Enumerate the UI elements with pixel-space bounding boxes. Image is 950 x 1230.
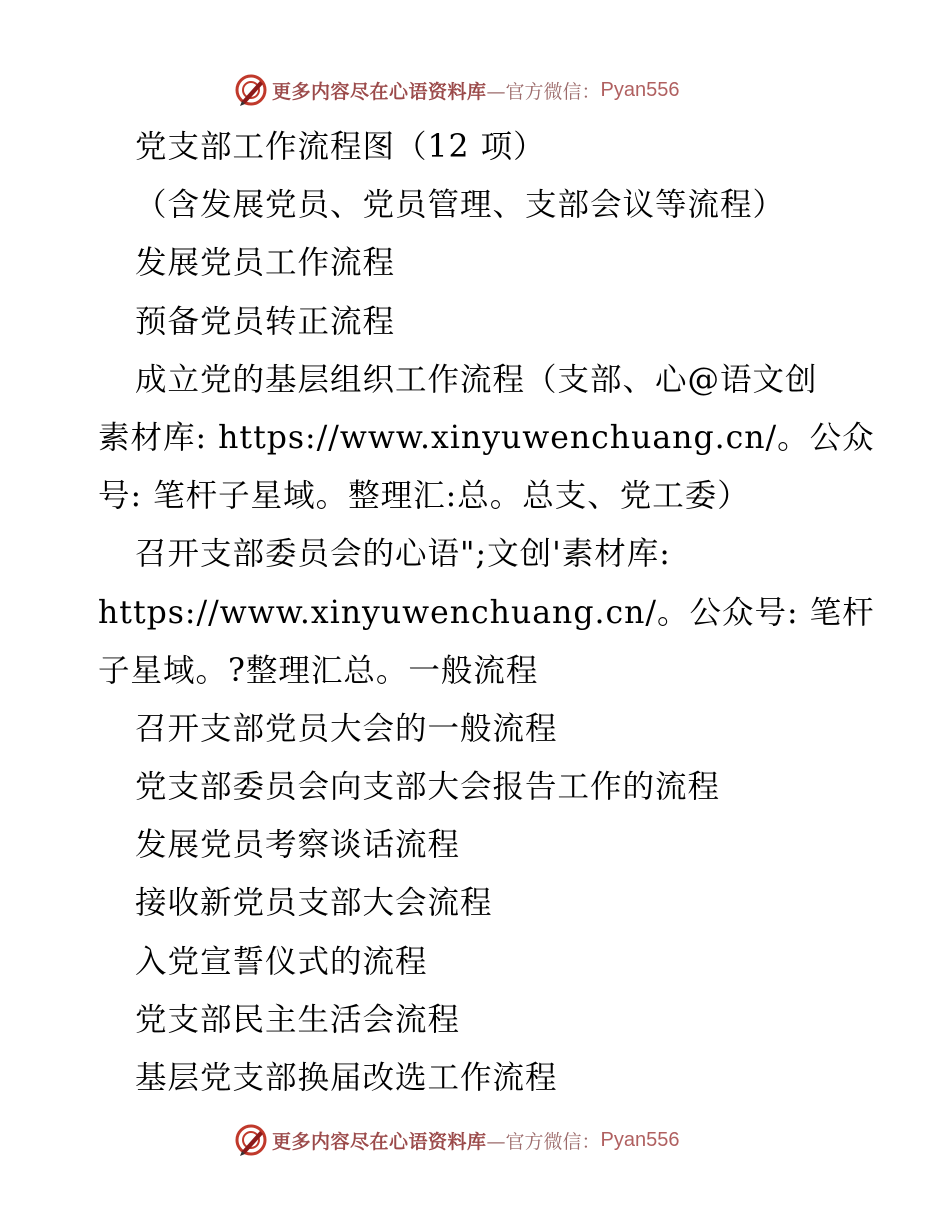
list-item: 发展党员考察谈话流程 (135, 827, 461, 864)
list-item-continuation: https://www.xinyuwenchuang.cn/。公众号: 笔杆 (98, 594, 875, 631)
list-item: 党支部委员会向支部大会报告工作的流程 (135, 769, 721, 806)
list-item: 预备党员转正流程 (135, 303, 396, 340)
watermark-id: Pyan556 (600, 78, 680, 101)
list-item: 入党宣誓仪式的流程 (135, 943, 428, 980)
watermark-sub: —官方微信： (486, 80, 601, 103)
doc-subtitle: （含发展党员、党员管理、支部会议等流程） (135, 187, 786, 224)
list-item: 召开支部党员大会的一般流程 (135, 710, 558, 747)
list-item-continuation: 子星域。?整理汇总。一般流程 (98, 652, 539, 689)
watermark-id: Pyan556 (600, 1128, 680, 1151)
list-item: 成立党的基层组织工作流程（支部、心@语文创 (135, 361, 818, 398)
watermark-text: 更多内容尽在心语资料库 (272, 1130, 487, 1153)
pen-logo-icon (234, 73, 268, 107)
list-item-continuation: 号: 笔杆子星域。整理汇:总。总支、党工委） (98, 478, 750, 515)
watermark-sub: —官方微信： (486, 1130, 601, 1153)
list-item: 基层党支部换届改选工作流程 (135, 1060, 558, 1096)
header-watermark (234, 72, 680, 108)
list-item: 接收新党员支部大会流程 (135, 885, 493, 922)
list-item: 发展党员工作流程 (135, 245, 396, 282)
watermark-text: 更多内容尽在心语资料库 (272, 80, 487, 103)
footer-watermark (234, 1122, 680, 1158)
list-item: 召开支部委员会的心语";文创'素材库: (135, 536, 671, 573)
document-body (98, 118, 875, 1107)
doc-title: 党支部工作流程图（12 项） (135, 129, 546, 165)
pen-logo-icon (234, 1123, 268, 1157)
list-item: 党支部民主生活会流程 (135, 1001, 461, 1038)
list-item-continuation: 素材库: https://www.xinyuwenchuang.cn/。公众 (98, 419, 875, 456)
